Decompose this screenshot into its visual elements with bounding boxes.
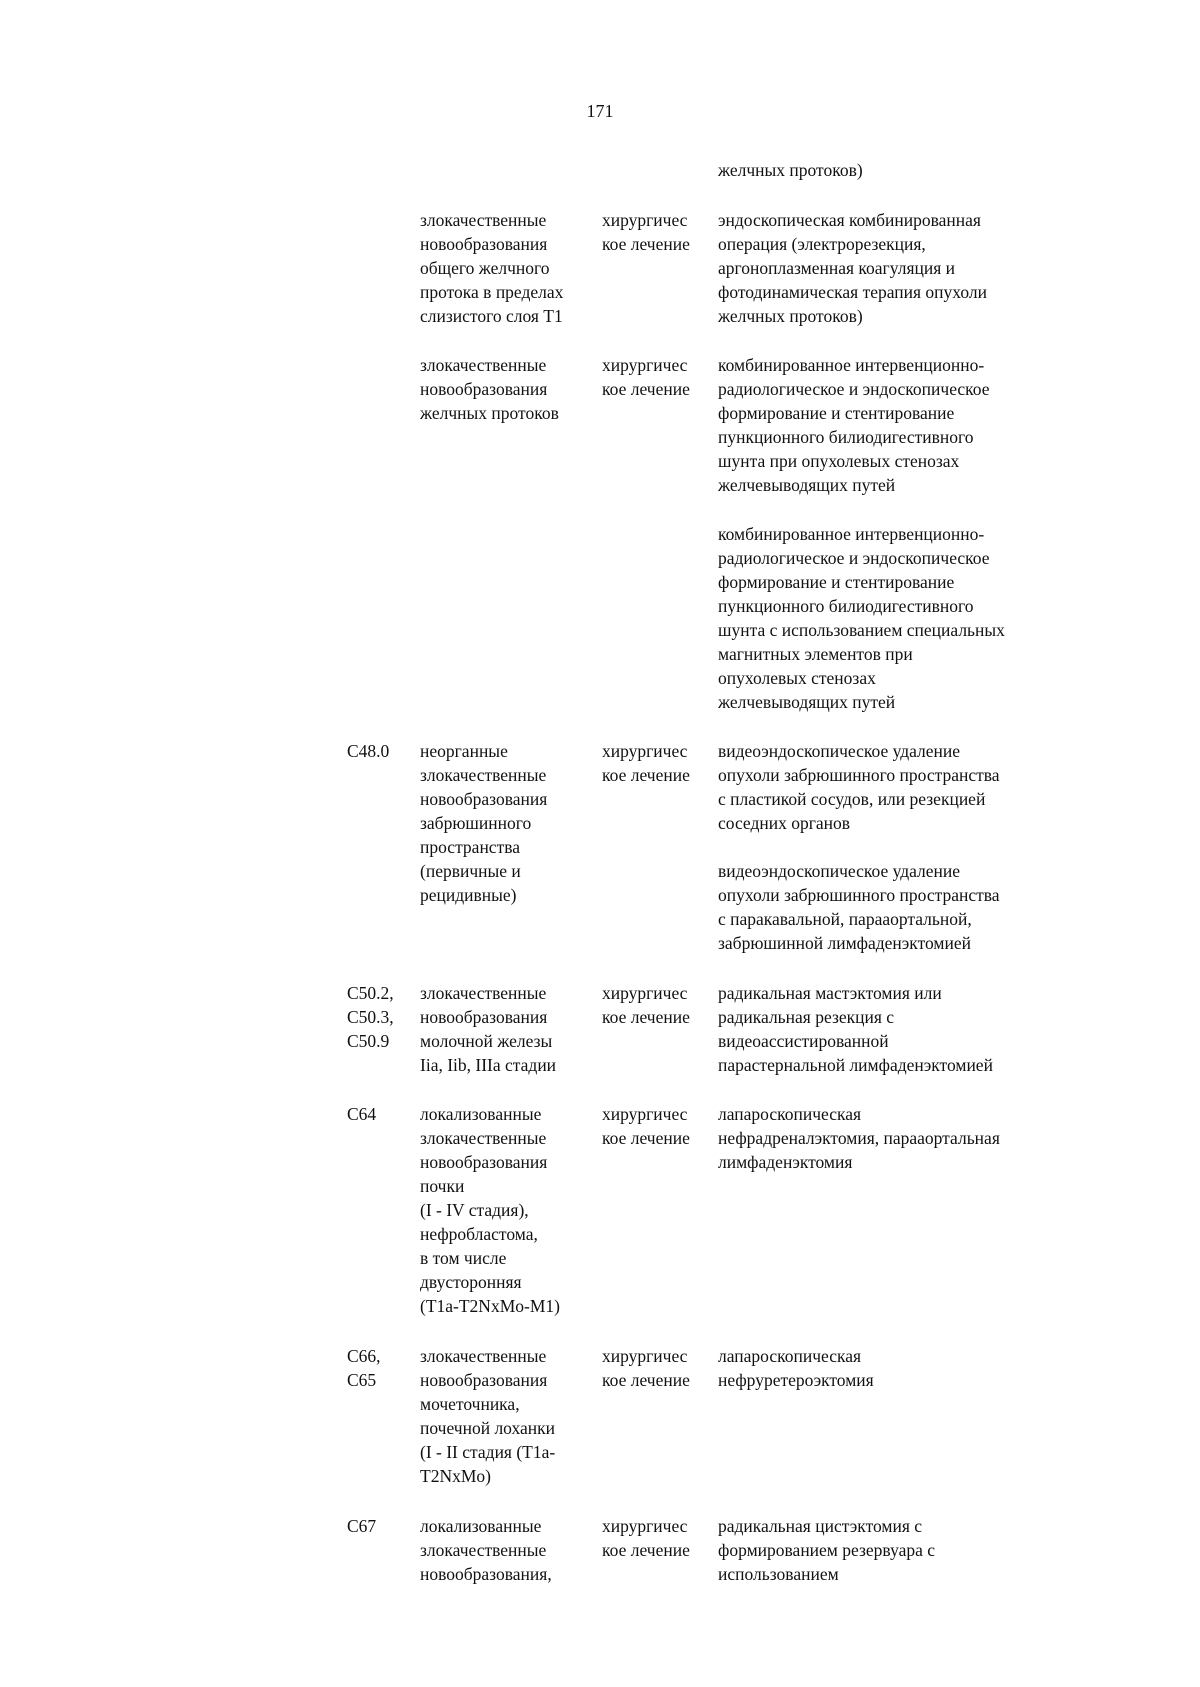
row-method: видеоэндоскопическое удаление опухоли забрюшинного пространства с паракавальной, парааортальной, забрюшинной лимфаденэктомией [718, 861, 1000, 953]
row-treatment: хирургичес кое лечение [602, 1346, 690, 1390]
row-diagnosis: злокачественные новообразования желчных протоков [420, 355, 559, 423]
row-code: C66, C65 [347, 1346, 381, 1390]
row-diagnosis: злокачественные новообразования общего желчного протока в пределах слизистого слоя T1 [420, 210, 564, 326]
row-treatment: хирургичес кое лечение [602, 1516, 690, 1560]
row-diagnosis: локализованные злокачественные новообразования, [420, 1516, 552, 1584]
row-treatment: хирургичес кое лечение [602, 1104, 690, 1148]
row-method: эндоскопическая комбинированная операция (электрорезекция, аргоноплазменная коагуляция и фотодинамическая терапия опухоли желчных протоков) [718, 210, 987, 326]
row-code: C64 [347, 1104, 377, 1124]
row-method: видеоэндоскопическое удаление опухоли забрюшинного пространства с пластикой сосудов, или резекцией соседних органов [718, 741, 1000, 833]
row-method: лапароскопическая нефруретероэктомия [718, 1346, 874, 1390]
row-treatment: хирургичес кое лечение [602, 741, 690, 785]
row-diagnosis: локализованные злокачественные новообразования почки (I - IV стадия), нефробластома, в том числе двусторонняя (T1a-T2NxMo-M1) [420, 1104, 560, 1316]
row-treatment: хирургичес кое лечение [602, 983, 690, 1027]
row-method: комбинированное интервенционно- радиологическое и эндоскопическое формирование и стентирование пункционного билиодигестивного шунта при опухолевых стенозах желчевыводящих путей [718, 355, 990, 495]
row-method: желчных протоков) [718, 160, 863, 180]
row-diagnosis: злокачественные новообразования молочной железы Iia, Iib, IIIa стадии [420, 983, 557, 1075]
row-diagnosis: неорганные злокачественные новообразования забрюшинного пространства (первичные и рецидивные) [420, 741, 548, 905]
page-number: 171 [586, 101, 614, 121]
row-method: радикальная цистэктомия с формированием резервуара с использованием [718, 1516, 936, 1584]
row-treatment: хирургичес кое лечение [602, 210, 690, 254]
row-method: комбинированное интервенционно- радиологическое и эндоскопическое формирование и стентирование пункционного билиодигестивного шунта с использованием специальных магнитных элементов при опухолевых стенозах желчевыводящих путей [718, 524, 1005, 712]
row-code: C48.0 [347, 741, 390, 761]
row-method: радикальная мастэктомия или радикальная резекция с видеоассистированной парастернальной лимфаденэктомией [718, 983, 993, 1075]
row-code: C50.2, C50.3, C50.9 [347, 983, 394, 1051]
row-method: лапароскопическая нефрадреналэктомия, парааортальная лимфаденэктомия [718, 1104, 1000, 1172]
row-code: C67 [347, 1516, 377, 1536]
row-diagnosis: злокачественные новообразования мочеточника, почечной лоханки (I - II стадия (T1a- T2NxMo) [420, 1346, 556, 1486]
row-treatment: хирургичес кое лечение [602, 355, 690, 399]
